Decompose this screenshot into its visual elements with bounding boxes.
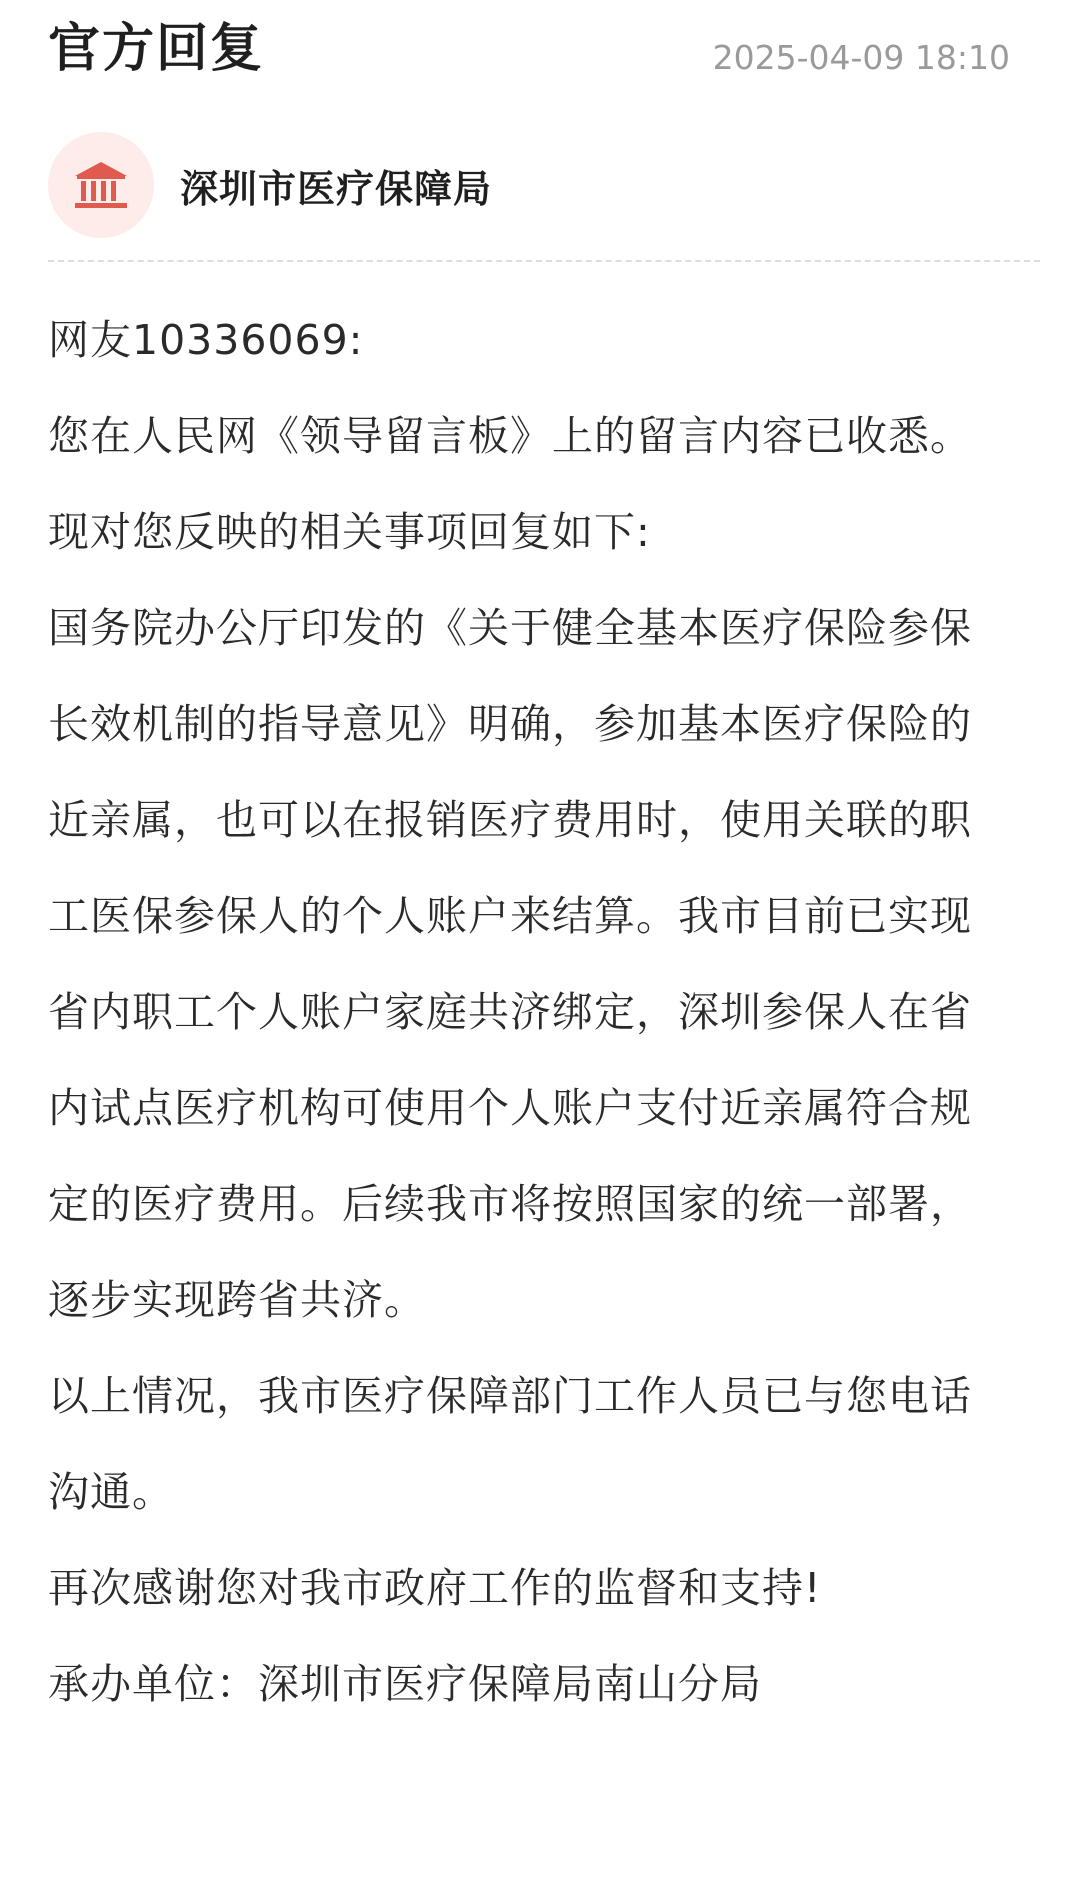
- page-title: 官方回复: [48, 19, 265, 79]
- reply-content: [48, 292, 1008, 1732]
- organization-avatar: [48, 132, 154, 238]
- reply-paragraph-4: 再次感谢您对我市政府工作的监督和支持!: [48, 1564, 822, 1612]
- organization-name: 深圳市医疗保障局: [180, 166, 493, 211]
- reply-paragraph-2: 国务院办公厅印发的《关于健全基本医疗保险参保长效机制的指导意见》明确，参加基本医疗保险的近亲属，也可以在报销医疗费用时，使用关联的职工医保参保人的个人账户来结算。我市目前已实现省内职工个人账户家庭共济绑定，深圳参保人在省内试点医疗机构可使用个人账户支付近亲属符合规定的医疗费用。后续我市将按照国家的统一部署，逐步实现跨省共济。: [48, 604, 972, 1324]
- divider: [48, 260, 1040, 262]
- organization-row[interactable]: [48, 110, 1032, 260]
- reply-paragraph-1: 您在人民网《领导留言板》上的留言内容已收悉。现对您反映的相关事项回复如下:: [48, 412, 972, 556]
- reply-paragraph-3: 以上情况，我市医疗保障部门工作人员已与您电话沟通。: [48, 1372, 972, 1516]
- reply-timestamp: 2025-04-09 18:10: [712, 38, 1010, 77]
- handling-unit: 承办单位：深圳市医疗保障局南山分局: [48, 1660, 762, 1708]
- reply-greeting: 网友10336069:: [48, 316, 364, 364]
- reply-header: [48, 0, 1032, 110]
- government-building-icon: [73, 160, 129, 210]
